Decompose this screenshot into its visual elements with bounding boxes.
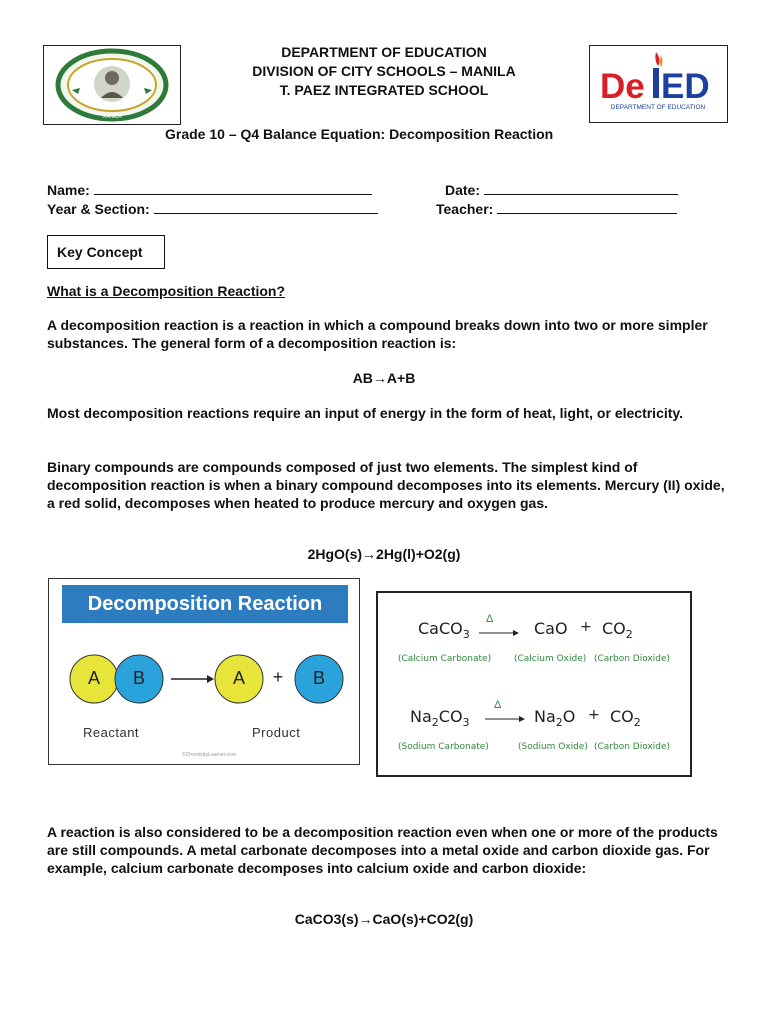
figure-credit: ©ChemistryLearner.com	[182, 752, 236, 758]
year-section-label: Year & Section:	[47, 201, 150, 217]
arrow-icon	[478, 628, 520, 638]
na2co3-formula: $Na_2CO_3$	[410, 707, 470, 730]
teacher-label: Teacher:	[436, 201, 494, 217]
date-field[interactable]	[445, 182, 678, 198]
carbon-dioxide-label-2: (Carbon Dioxide)	[594, 742, 671, 752]
cao-formula: CaO	[534, 619, 568, 638]
plus-sign: +	[272, 667, 284, 687]
year-section-field[interactable]	[47, 201, 378, 217]
arrow-icon	[484, 714, 526, 724]
plus-sign-2: +	[588, 707, 600, 723]
date-blank[interactable]	[484, 182, 678, 195]
svg-text:DEPARTMENT OF EDUCATION: DEPARTMENT OF EDUCATION	[610, 104, 706, 111]
paragraph-carbonate: A reaction is also considered to be a decomposition reaction even when one or more of the products are still compounds. A metal carbonate decomposes into a metal oxide and carbon dioxide gas. For example, calcium carbonate decomposes into calcium oxide and carbon dioxide:	[47, 824, 718, 876]
teacher-field[interactable]	[436, 201, 677, 217]
sodium-oxide-label: (Sodium Oxide)	[518, 742, 588, 752]
section-heading: What is a Decomposition Reaction?	[47, 283, 286, 299]
deped-logo-icon	[590, 46, 727, 122]
equation-general: AB→A+B	[352, 370, 416, 386]
figure-banner: Decomposition Reaction	[62, 585, 348, 623]
sodium-carbonate-label: (Sodium Carbonate)	[398, 742, 489, 752]
co2-formula-1: $CO_2$	[602, 619, 633, 642]
equation-hgo: 2HgO(s)→2Hg(l)+O2(g)	[307, 546, 461, 562]
date-label: Date:	[445, 182, 481, 198]
header-division: DIVISION OF CITY SCHOOLS – MANILA	[252, 63, 516, 79]
carbon-dioxide-label-1: (Carbon Dioxide)	[594, 654, 671, 664]
reactant-b-label: B	[132, 668, 145, 688]
heat-delta-1: Δ	[486, 613, 494, 625]
name-blank[interactable]	[94, 182, 372, 195]
product-b-label: B	[312, 668, 325, 688]
svg-text:De: De	[600, 67, 645, 106]
reactant-caption: Reactant	[83, 725, 140, 740]
year-section-blank[interactable]	[154, 201, 378, 214]
name-field[interactable]	[47, 182, 372, 198]
paragraph-energy: Most decomposition reactions require an input of energy in the form of heat, light, or electricity.	[47, 405, 684, 421]
co2-formula-2: $CO_2$	[610, 707, 641, 730]
figure-carbonate-examples	[376, 591, 692, 777]
key-concept-box: Key Concept	[47, 235, 165, 269]
header-school: T. PAEZ INTEGRATED SCHOOL	[279, 82, 489, 98]
heat-delta-2: Δ	[494, 699, 502, 711]
svg-text:MANILA: MANILA	[102, 114, 122, 120]
paragraph-definition: A decomposition reaction is a reaction in which a compound breaks down into two or more simpler substances. The general form of a decomposition reaction is:	[47, 317, 708, 351]
calcium-oxide-label: (Calcium Oxide)	[514, 654, 587, 664]
caco3-formula: CaCO$_3$	[418, 619, 470, 642]
equation-caco3: CaCO3(s)→CaO(s)+CO2(g)	[294, 911, 474, 927]
paragraph-binary: Binary compounds are compounds composed of just two elements. The simplest kind of decomposition reaction is when a binary compound decomposes into its elements. Mercury (II) oxide, a red solid, decomposes when heated to produce mercury and oxygen gas.	[47, 459, 725, 511]
teacher-blank[interactable]	[497, 201, 677, 214]
svg-text:ED: ED	[661, 67, 710, 106]
product-caption: Product	[252, 725, 301, 740]
name-label: Name:	[47, 182, 90, 198]
header-department: DEPARTMENT OF EDUCATION	[281, 44, 487, 60]
plus-sign-1: +	[580, 619, 592, 635]
na2o-formula: $Na_2O$	[534, 707, 576, 730]
calcium-carbonate-label: (Calcium Carbonate)	[398, 654, 492, 664]
deped-logo-frame	[589, 45, 728, 123]
reactant-a-label: A	[87, 668, 100, 688]
worksheet-title: Grade 10 – Q4 Balance Equation: Decomposition Reaction	[165, 126, 554, 142]
product-a-label: A	[232, 668, 245, 688]
figure-decomposition-diagram	[48, 578, 360, 765]
